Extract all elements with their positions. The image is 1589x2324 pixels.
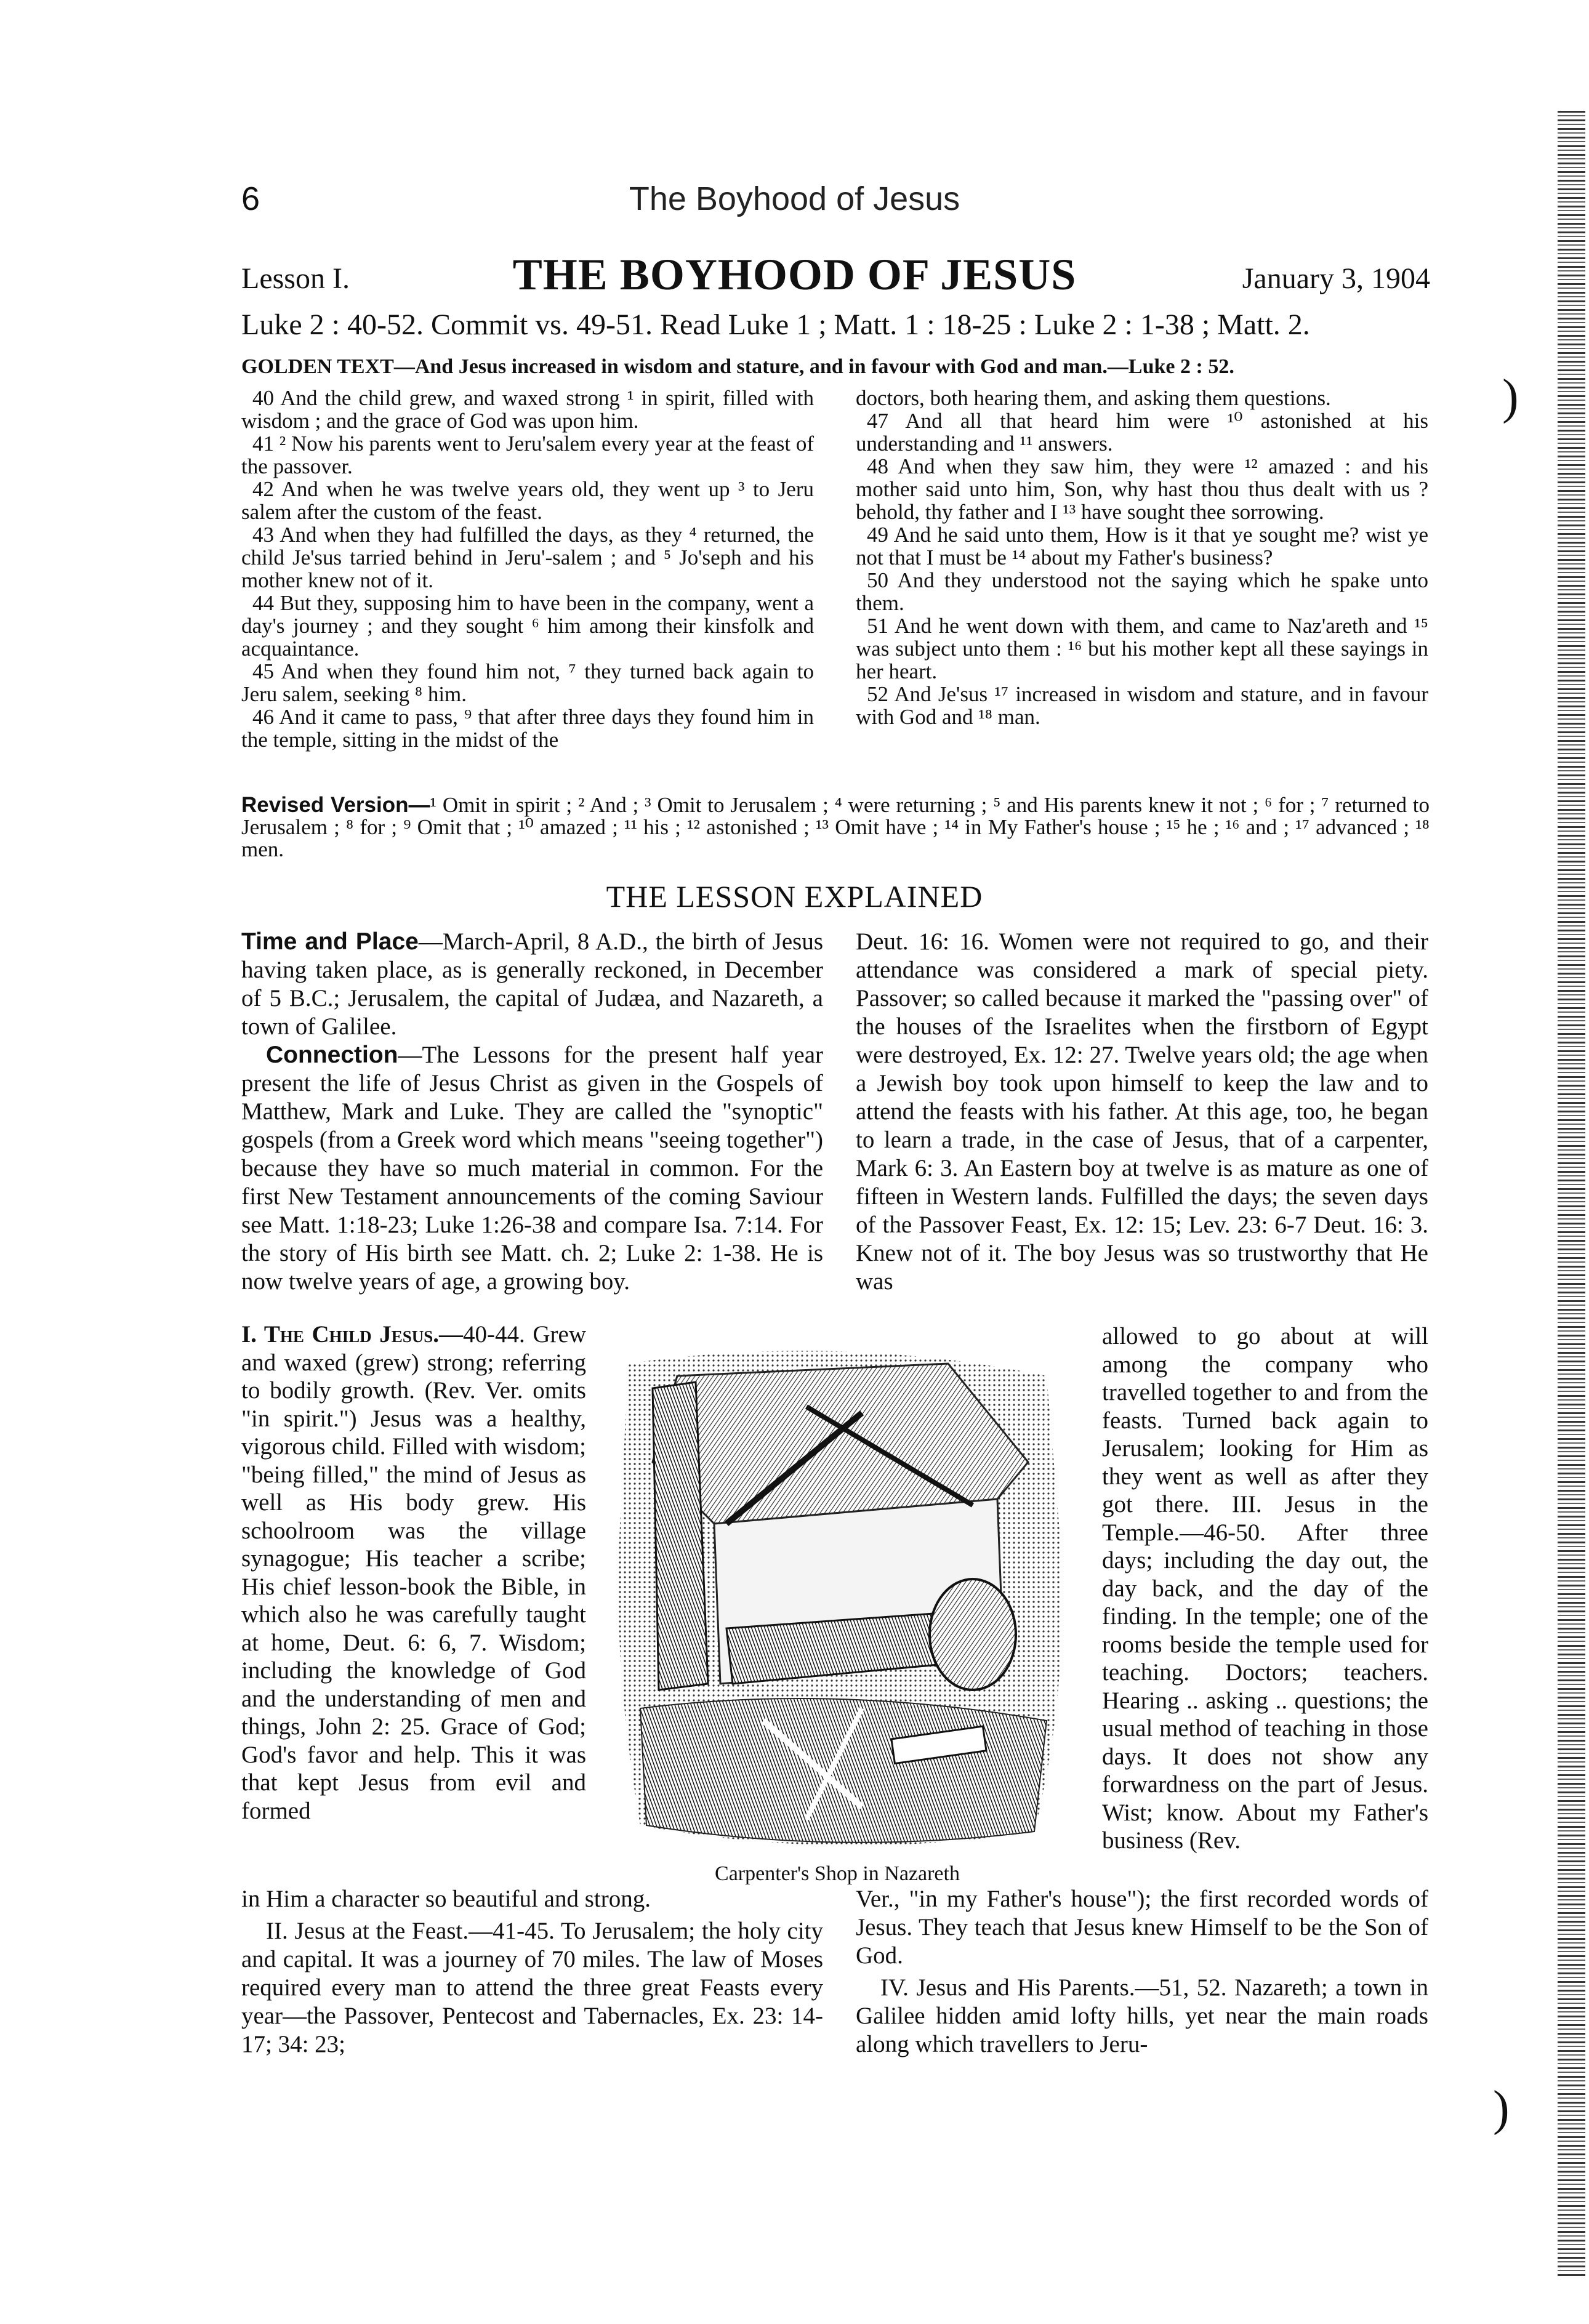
scripture-right-column: [856, 387, 1428, 728]
lesson-title: THE BOYHOOD OF JESUS: [512, 250, 1077, 299]
paragraph-text: allowed to go about at will among the company who travelled together to and from the feasts. Turned back again to Jerusalem; looking for Him as they went as well as after they got there. III. Jesus in the Temple.—46-50. After three days; including the day out, the day back, and the day of the finding. In the temple; one of the rooms beside the temple used for teaching. Doctors; teachers. Hearing .. asking .. questions; the usual method of teaching in those days. It does not show any forwardness on the part of Jesus. Wist; know. About my Father's business (Rev.: [1102, 1323, 1428, 1854]
lesson-number: Lesson I.: [241, 262, 350, 295]
time-and-place-paragraph: [241, 928, 823, 1041]
verse: 49 And he said unto them, How is it that ye sought me? wist ye not that I must be ¹⁴ about my Father's business?: [856, 523, 1428, 569]
revised-version-notes: [241, 794, 1430, 861]
connection-paragraph: [241, 1041, 823, 1296]
child-jesus-paragraph: [241, 1321, 586, 1825]
section-heading: THE LESSON EXPLAINED: [606, 879, 983, 914]
verse: 51 And he went down with them, and came to Naz'areth and ¹⁵ was subject unto them : ¹⁶ but his mother kept all these sayings in her heart.: [856, 614, 1428, 683]
verse: 43 And when they had fulfilled the days, as they ⁴ returned, the child Je'sus tarried behind in Jeru'-salem ; and ⁵ Jo'seph and his mother knew not of it.: [241, 523, 814, 592]
keyword: Connection: [266, 1042, 398, 1068]
lesson-date: January 3, 1904: [1242, 262, 1430, 295]
carpenter-shop-illustration: [603, 1339, 1071, 1856]
verse: 48 And when they saw him, they were ¹² amazed : and his mother said unto him, Son, why hast thou thus dealt with us ? behold, thy father and I ¹³ have sought thee sorrowing.: [856, 454, 1428, 524]
feast-paragraph: II. Jesus at the Feast.—41-45. To Jerusalem; the holy city and capital. It was a journey of 70 miles. The law of Moses required every man to attend the three great Feasts every year—the Passover, Pentecost and Tabernacles, Ex. 23: 14-17; 34: 23;: [241, 1918, 823, 2057]
paragraph-text: 40-44. Grew and waxed (grew) strong; referring to bodily growth. (Rev. Ver. omits "in spirit.") Jesus was a healthy, vigorous child. Filled with wisdom; "being filled," the mind of Jesus as well as His body grew. His schoolroom was the village synagogue; His teacher a scribe; His chief lesson-book the Bible, in which also he was carefully taught at home, Deut. 6: 6, 7. Wisdom; including the knowledge of God and the understanding of men and things, John 2: 25. Grace of God; God's favor and help. This it was that kept Jesus from evil and formed: [241, 1321, 586, 1824]
revised-version-label: Revised Version—: [241, 793, 430, 817]
explanation-right-narrow: [1102, 1322, 1428, 1855]
illustration-caption: Carpenter's Shop in Nazareth: [715, 1862, 960, 1885]
subheading: I. The Child Jesus.—: [241, 1321, 464, 1348]
margin-mark: ): [1493, 2081, 1510, 2136]
verse: 41 ² Now his parents went to Jeru'salem every year at the feast of the passover.: [241, 432, 814, 478]
scripture-references: Luke 2 : 40-52. Commit vs. 49-51. Read Luke 1 ; Matt. 1 : 18-25 : Luke 2 : 1-38 ; Matt. 2.: [241, 308, 1310, 341]
verse: 46 And it came to pass, ⁹ that after three days they found him in the temple, sitting in the midst of the: [241, 705, 814, 752]
parents-paragraph: IV. Jesus and His Parents.—51, 52. Nazareth; a town in Galilee hidden amid lofty hills, yet near the main roads along which travellers to Jeru-: [856, 1974, 1428, 2057]
golden-text: GOLDEN TEXT—And Jesus increased in wisdom and stature, and in favour with God and man.—Luke 2 : 52.: [241, 355, 1234, 378]
running-title: The Boyhood of Jesus: [629, 180, 960, 217]
paragraph-text: Deut. 16: 16. Women were not required to go, and their attendance was considered a mark of special piety. Passover; so called because it marked the "passing over" of the houses of the Israelites when the firstborn of Egypt were destroyed, Ex. 12: 27. Twelve years old; the age when a Jewish boy took upon himself to keep the law and to attend the feasts with his father. At this age, too, he began to learn a trade, in the case of Jesus, that of a carpenter, Mark 6: 3. An Eastern boy at twelve is as mature as one of fifteen in Western lands. Fulfilled the days; the seven days of the Passover Feast, Ex. 12: 15; Lev. 23: 6-7 Deut. 16: 3. Knew not of it. The boy Jesus was so trustworthy that He was: [856, 928, 1428, 1295]
verse: 47 And all that heard him were ¹⁰ astonished at his understanding and ¹¹ answers.: [856, 409, 1428, 456]
verse: 44 But they, supposing him to have been in the company, went a day's journey ; and they sought ⁶ him among their kinsfolk and acquaintance.: [241, 591, 814, 661]
verse: doctors, both hearing them, and asking them questions.: [856, 386, 1331, 410]
verse: 42 And when he was twelve years old, they went up ³ to Jeru salem after the custom of the feast.: [241, 477, 814, 524]
margin-mark: ): [1502, 370, 1519, 424]
revised-version-text: ¹ Omit in spirit ; ² And ; ³ Omit to Jerusalem ; ⁴ were returning ; ⁵ and His parents knew it not ; ⁶ for ; ⁷ returned to Jerusalem ; ⁸ for ; ⁹ Omit that ; ¹⁰ amazed ; ¹¹ his ; ¹² astonished ; ¹³ Omit have ; ¹⁴ in My Father's house ; ¹⁵ he ; ¹⁶ and ; ¹⁷ advanced ; ¹⁸ men.: [241, 793, 1430, 861]
verse: 45 And when they found him not, ⁷ they turned back again to Jeru salem, seeking ⁸ him.: [241, 659, 814, 706]
explanation-left-bottom: [241, 1885, 823, 2059]
engraving-image: [603, 1339, 1071, 1856]
paragraph-text: in Him a character so beautiful and strong.: [241, 1886, 651, 1912]
scripture-left-column: [241, 387, 814, 751]
explanation-left-narrow: [241, 1321, 586, 1825]
explanation-right-bottom: [856, 1885, 1428, 2059]
verse: 40 And the child grew, and waxed strong ¹ in spirit, filled with wisdom ; and the grace of God was upon him.: [241, 386, 814, 433]
page-number: 6: [241, 180, 260, 217]
paragraph-text: Ver., "in my Father's house"); the first recorded words of Jesus. They teach that Jesus knew Himself to be the Son of God.: [856, 1886, 1428, 1969]
verse: 52 And Je'sus ¹⁷ increased in wisdom and stature, and in favour with God and ¹⁸ man.: [856, 682, 1428, 729]
scan-edge-strip: [1558, 111, 1585, 2278]
explanation-left-top: [241, 928, 823, 1296]
paragraph-text: —March-April, 8 A.D., the birth of Jesus having taken place, as is generally reckoned, in December of 5 B.C.; Jerusalem, the capital of Judæa, and Nazareth, a town of Galilee.: [241, 928, 824, 1040]
keyword: Time and Place: [241, 928, 419, 955]
verse: 50 And they understood not the saying which he spake unto them.: [856, 568, 1428, 615]
paragraph-text: —The Lessons for the present half year present the life of Jesus Christ as given in the Gospels of Matthew, Mark and Luke. They are called the "synoptic" gospels (from a Greek word which means "seeing together") because they have so much material in common. For the first New Testament announcements of the coming Saviour see Matt. 1:18-23; Luke 1:26-38 and compare Isa. 7:14. For the story of His birth see Matt. ch. 2; Luke 2: 1-38. He is now twelve years of age, a growing boy.: [241, 1042, 823, 1295]
explanation-right-top: [856, 928, 1428, 1296]
